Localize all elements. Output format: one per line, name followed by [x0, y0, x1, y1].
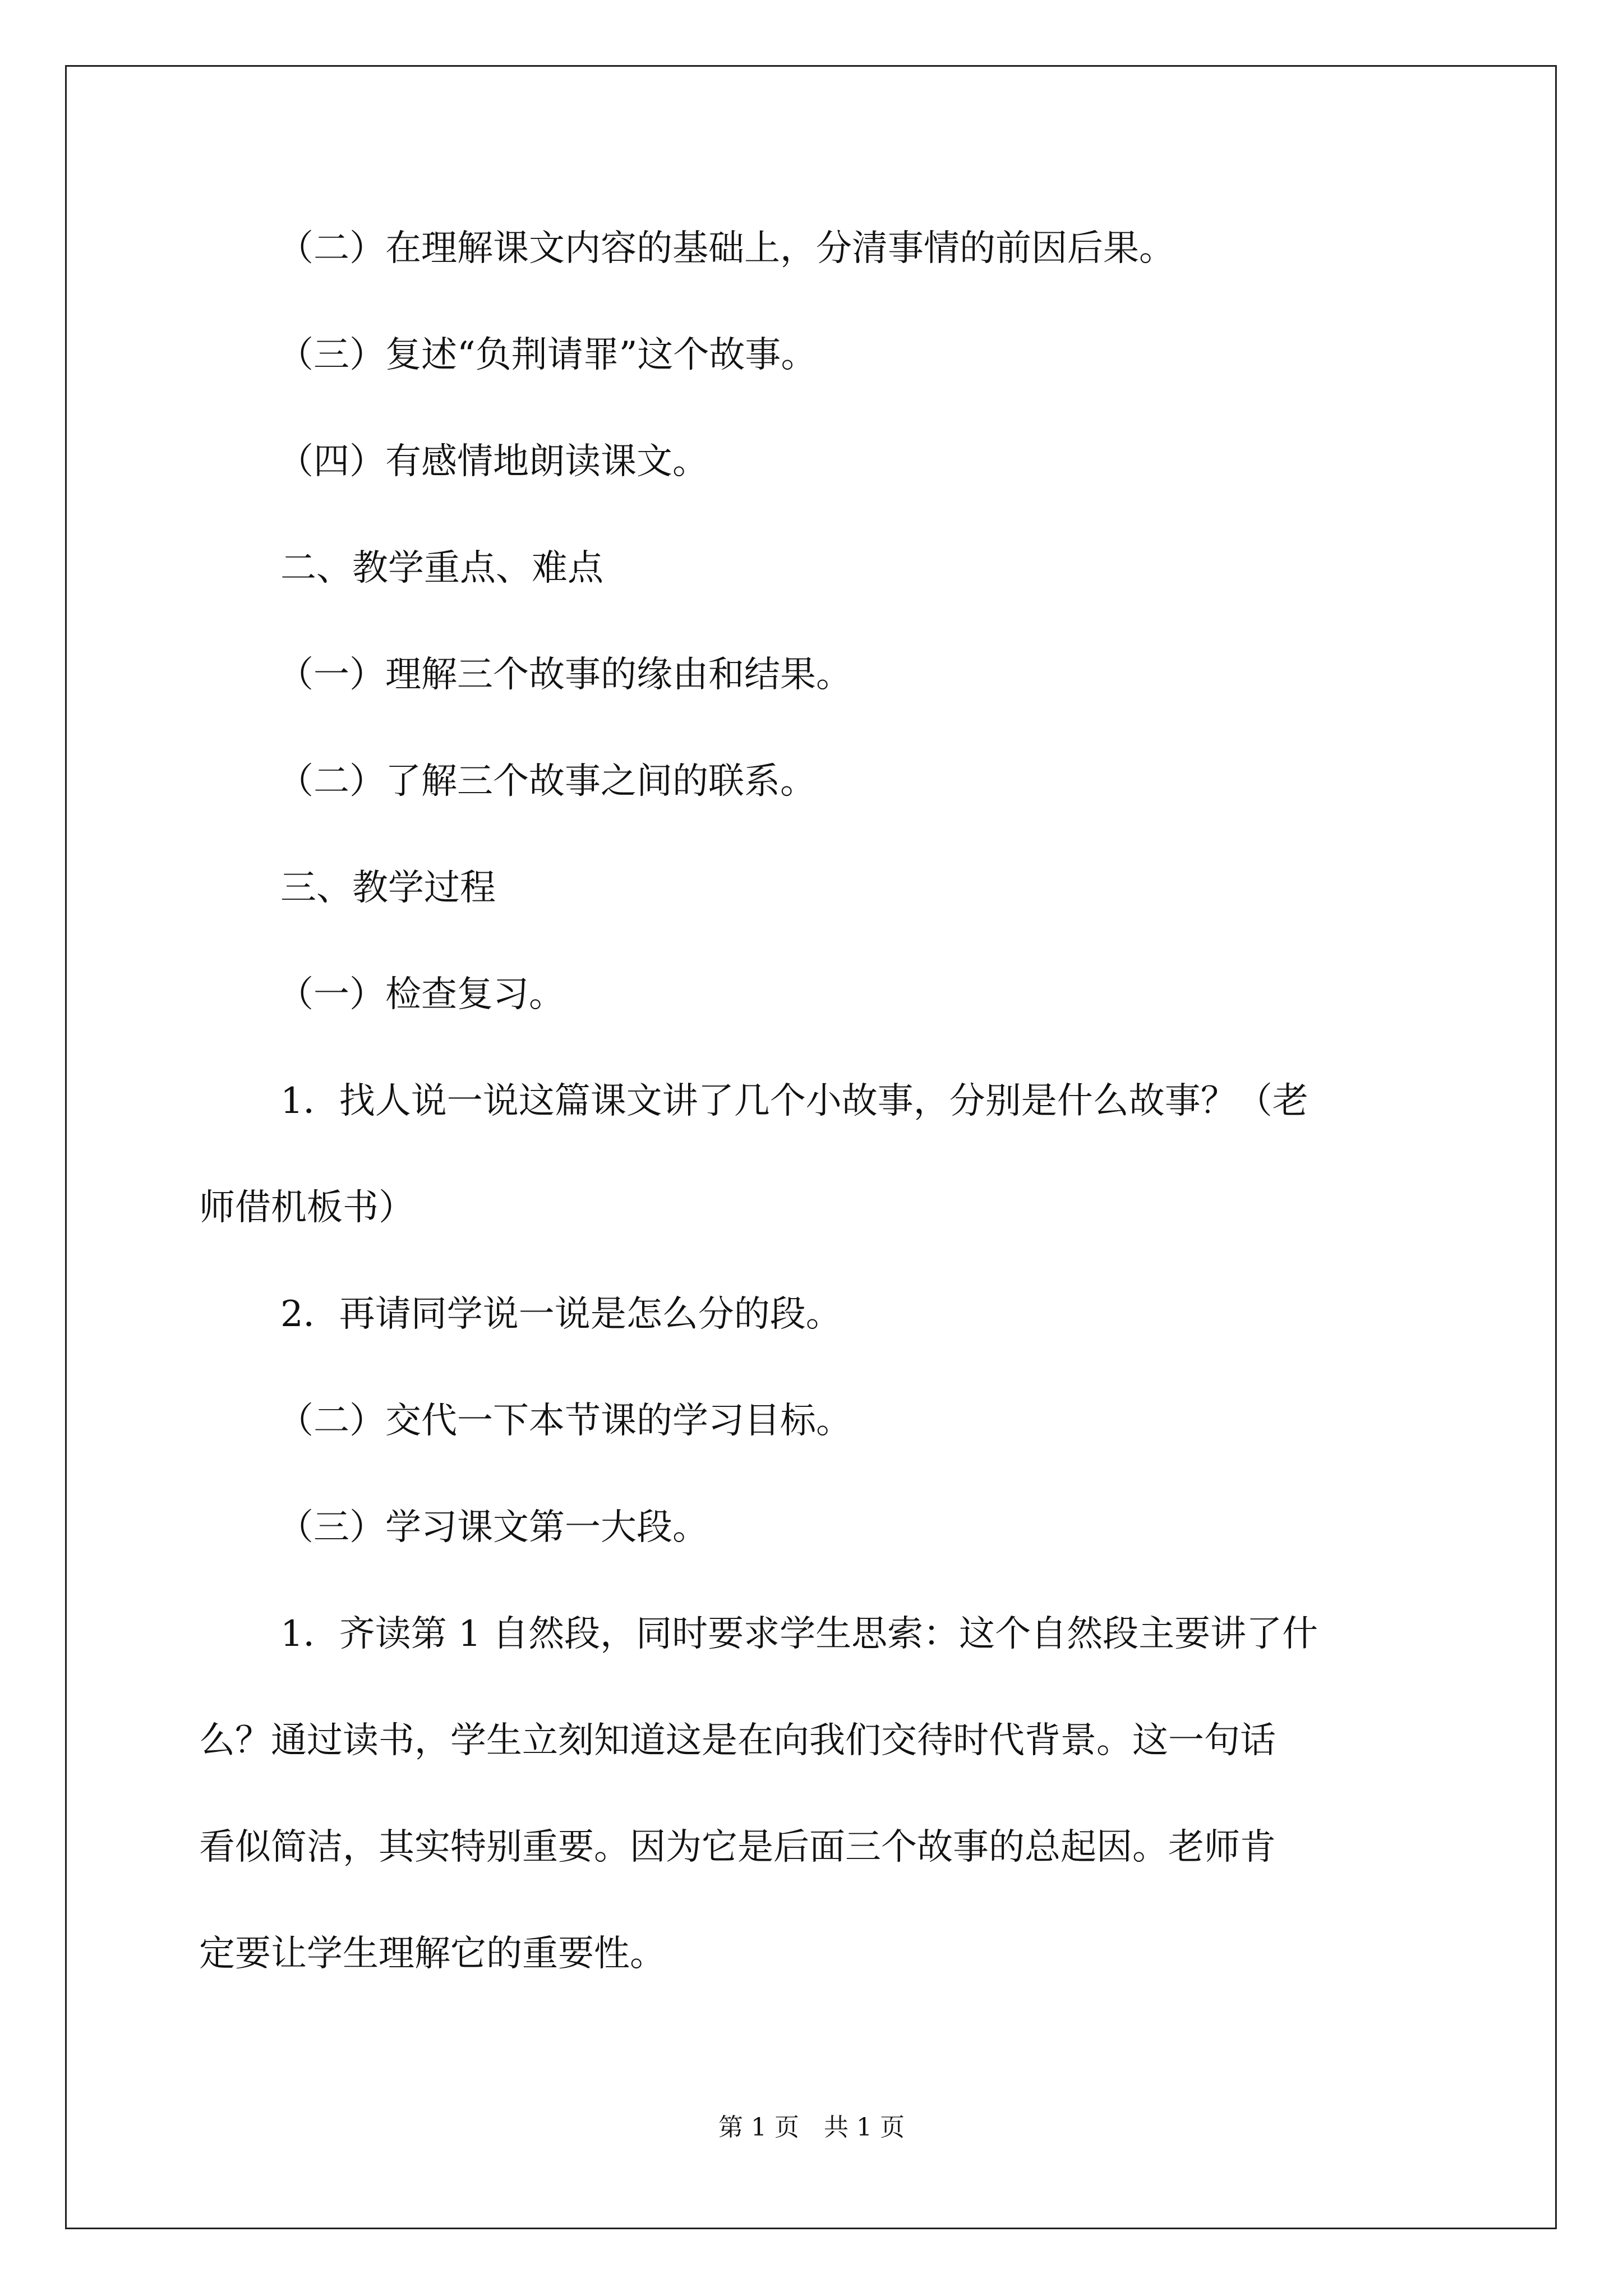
text-line-content: （三）学习课文第一大段。 [278, 1507, 708, 1548]
text-line [199, 222, 1430, 328]
text-line [199, 648, 1430, 754]
text-line-content: （四）有感情地朗读课文。 [278, 441, 708, 482]
paragraph-text: 看似简洁，其实特别重要。因为它是后面三个故事的总起因。老师肯 [199, 1826, 1276, 1868]
text-line [199, 968, 1430, 1074]
text-line [199, 1394, 1430, 1501]
text-line-content: （二）交代一下本节课的学习目标。 [278, 1400, 852, 1442]
text-line-content: （二）在理解课文内容的基础上，分清事情的前因后果。 [278, 228, 1175, 269]
section-heading-text: 三、教学过程 [280, 867, 496, 909]
paragraph-line [199, 1820, 1430, 1927]
paragraph-text: 师借机板书） [199, 1187, 414, 1228]
paragraph-line [199, 1181, 1430, 1287]
paragraph-line [199, 1607, 1430, 1714]
paragraph-line [199, 1927, 1430, 2033]
paragraph-line [199, 1074, 1430, 1181]
text-line [199, 328, 1430, 435]
text-line [199, 1501, 1430, 1607]
text-line-content: 2．再请同学说一说是怎么分的段。 [280, 1294, 842, 1335]
text-line [199, 1287, 1430, 1394]
text-line-content: （一）理解三个故事的缘由和结果。 [278, 654, 852, 696]
paragraph-line [199, 1714, 1430, 1820]
page-footer [0, 2112, 1623, 2143]
paragraph-text: 定要让学生理解它的重要性。 [199, 1933, 666, 1975]
text-line-content: （三）复述“负荆请罪”这个故事。 [278, 334, 817, 376]
document-body [199, 222, 1430, 2033]
text-line-content: （一）检查复习。 [278, 974, 565, 1015]
paragraph-text: 么？通过读书，学生立刻知道这是在向我们交待时代背景。这一句话 [199, 1720, 1276, 1761]
text-line [199, 754, 1430, 861]
text-line [199, 435, 1430, 541]
paragraph-text: 1．找人说一说这篇课文讲了几个小故事，分别是什么故事？（老 [280, 1080, 1308, 1122]
page-number: 第 1 页 [718, 2113, 799, 2142]
paragraph-text: 1．齐读第 1 自然段，同时要求学生思索：这个自然段主要讲了什 [280, 1613, 1318, 1655]
section-heading-text: 二、教学重点、难点 [280, 547, 603, 589]
section-heading [199, 861, 1430, 968]
page-total: 共 1 页 [824, 2113, 905, 2142]
text-line-content: （二）了解三个故事之间的联系。 [278, 761, 816, 802]
section-heading [199, 541, 1430, 648]
